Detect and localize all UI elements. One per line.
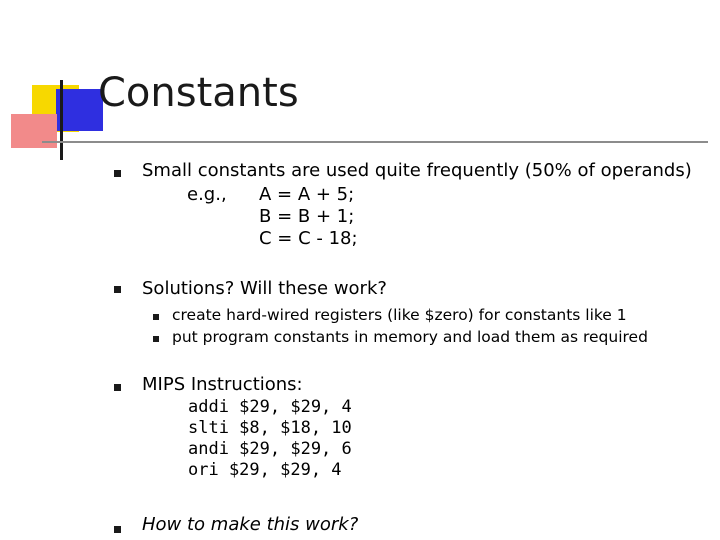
vertical-rule [60, 80, 63, 160]
bullet-marker [114, 286, 121, 293]
blue-square-decoration [56, 89, 103, 131]
bullet-text: Small constants are used quite frequently (50% of operands) [142, 160, 692, 181]
bullet-marker [114, 526, 121, 533]
example-line: B = B + 1; [259, 206, 355, 227]
sub-bullet-text: create hard-wired registers (like $zero) for constants like 1 [172, 306, 627, 324]
example-prefix: e.g., [187, 184, 227, 205]
sub-bullet-text: put program constants in memory and load them as required [172, 328, 648, 346]
code-line: andi $29, $29, 6 [188, 439, 352, 459]
bullet-text: How to make this work? [142, 514, 359, 535]
example-line: C = C - 18; [259, 228, 358, 249]
bullet-text: Solutions? Will these work? [142, 278, 387, 299]
slide-title: Constants [98, 70, 299, 116]
bullet-marker [114, 170, 121, 177]
bullet-marker [114, 384, 121, 391]
sub-bullet-marker [153, 336, 159, 342]
example-line: A = A + 5; [259, 184, 355, 205]
title-underline-rule [42, 141, 708, 143]
bullet-text: MIPS Instructions: [142, 374, 303, 395]
code-line: slti $8, $18, 10 [188, 418, 352, 438]
code-line: ori $29, $29, 4 [188, 460, 342, 480]
code-line: addi $29, $29, 4 [188, 397, 352, 417]
sub-bullet-marker [153, 314, 159, 320]
